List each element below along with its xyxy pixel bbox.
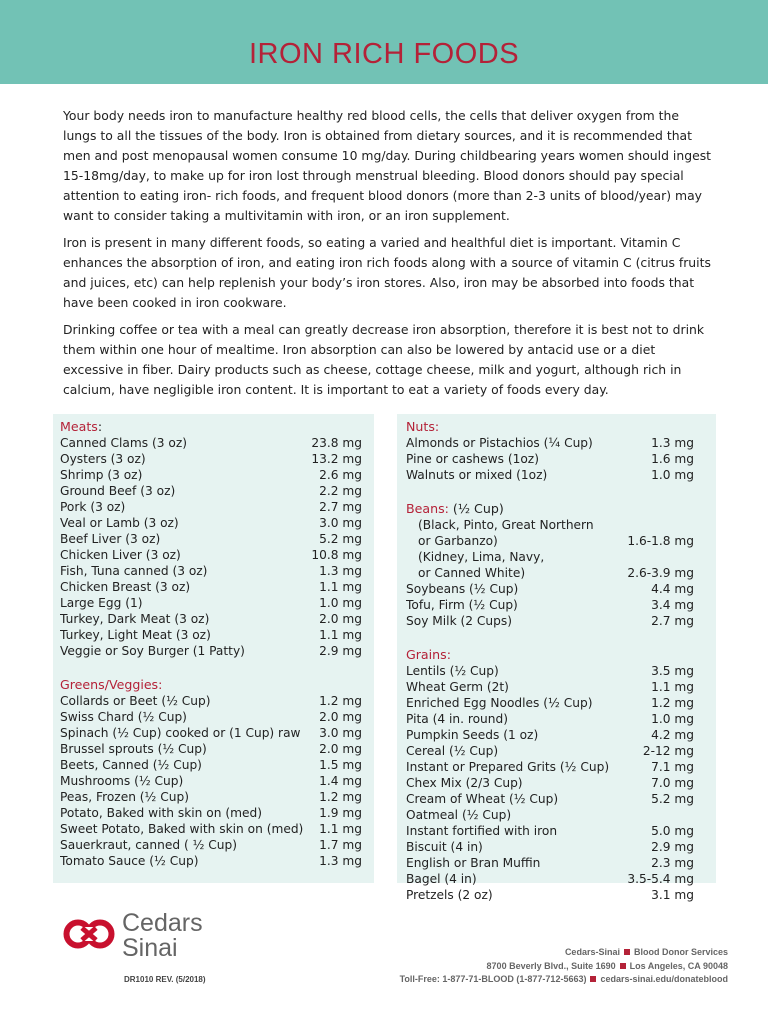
iron-amount: 1.7 mg — [319, 838, 362, 852]
iron-amount: 1.2 mg — [651, 696, 694, 710]
food-item — [60, 435, 362, 451]
iron-amount: 1.2 mg — [319, 694, 362, 708]
meats-list — [60, 435, 362, 659]
document-id: DR1010 REV. (5/2018) — [124, 975, 206, 984]
section-heading-nuts: Nuts: — [406, 419, 440, 434]
food-item — [60, 757, 362, 773]
iron-amount: 1.1 mg — [651, 680, 694, 694]
iron-amount: 1.1 mg — [319, 628, 362, 642]
food-item — [60, 515, 362, 531]
food-item — [60, 693, 362, 709]
iron-amount: 1.3 mg — [651, 436, 694, 450]
food-name: Beef Liver (3 oz) — [60, 532, 161, 546]
iron-amount: 5.2 mg — [651, 792, 694, 806]
food-item — [406, 597, 694, 613]
separator-square-icon — [620, 963, 626, 969]
intro-paragraph: Iron is present in many different foods, so eating a varied and healthful diet is important. Vitamin C enhances the absorption of iron, and eating iron rich foods along with a source of vitamin C (citrus fruits and juices, etc) can help replenish your body’s iron stores. Also, iron may be absorbed into foods that have been cooked in iron cookware. — [63, 235, 711, 310]
food-name: (Black, Pinto, Great Northern — [418, 518, 594, 532]
food-item — [60, 451, 362, 467]
left-food-column — [60, 417, 362, 869]
food-item — [60, 627, 362, 643]
food-name: Soy Milk (2 Cups) — [406, 614, 512, 628]
food-item — [60, 853, 362, 869]
page-title: IRON RICH FOODS — [248, 38, 520, 70]
food-name: Swiss Chard (½ Cup) — [60, 710, 187, 724]
food-item — [406, 581, 694, 597]
iron-amount: 3.0 mg — [319, 726, 362, 740]
food-item — [60, 531, 362, 547]
iron-amount: 7.1 mg — [651, 760, 694, 774]
food-name: Tomato Sauce (½ Cup) — [60, 854, 199, 868]
food-item — [60, 643, 362, 659]
food-item — [406, 855, 694, 871]
food-name: Turkey, Light Meat (3 oz) — [60, 628, 211, 642]
food-name: Shrimp (3 oz) — [60, 468, 143, 482]
beans-list — [406, 517, 694, 629]
iron-amount: 1.3 mg — [319, 854, 362, 868]
iron-amount: 23.8 mg — [311, 436, 362, 450]
food-name: Bagel (4 in) — [406, 872, 477, 886]
food-name: Cereal (½ Cup) — [406, 744, 499, 758]
iron-amount: 2.7 mg — [319, 500, 362, 514]
section-heading-grains: Grains: — [406, 647, 451, 662]
food-name: Collards or Beet (½ Cup) — [60, 694, 211, 708]
food-name: Enriched Egg Noodles (½ Cup) — [406, 696, 593, 710]
food-item — [60, 709, 362, 725]
food-item — [406, 695, 694, 711]
iron-amount: 1.2 mg — [319, 790, 362, 804]
iron-amount: 1.4 mg — [319, 774, 362, 788]
food-name: Almonds or Pistachios (¼ Cup) — [406, 436, 593, 450]
iron-amount: 1.5 mg — [319, 758, 362, 772]
iron-amount: 1.6-1.8 mg — [627, 534, 694, 548]
food-name: Chicken Liver (3 oz) — [60, 548, 181, 562]
food-name: Fish, Tuna canned (3 oz) — [60, 564, 208, 578]
food-name: Canned Clams (3 oz) — [60, 436, 187, 450]
iron-amount: 3.5 mg — [651, 664, 694, 678]
iron-amount: 5.2 mg — [319, 532, 362, 546]
section-heading-meats: Meats: — [60, 419, 103, 434]
nuts-list — [406, 435, 694, 483]
food-name: Walnuts or mixed (1oz) — [406, 468, 548, 482]
food-name: Oysters (3 oz) — [60, 452, 146, 466]
food-item — [406, 613, 694, 629]
food-item — [406, 775, 694, 791]
food-name: Pine or cashews (1oz) — [406, 452, 539, 466]
food-item — [60, 499, 362, 515]
separator-square-icon — [590, 976, 596, 982]
food-name: English or Bran Muffin — [406, 856, 541, 870]
food-name: Mushrooms (½ Cup) — [60, 774, 184, 788]
food-name: Sweet Potato, Baked with skin on (med) — [60, 822, 304, 836]
section-heading-greens: Greens/Veggies: — [60, 677, 163, 692]
iron-amount: 13.2 mg — [311, 452, 362, 466]
food-item — [60, 741, 362, 757]
food-name: or Canned White) — [418, 566, 526, 580]
intro-paragraph: Your body needs iron to manufacture healthy red blood cells, the cells that deliver oxygen from the lungs to all the tissues of the body. Iron is obtained from dietary sources, and it is recommended that men and post menopausal women consume 10 mg/day. During childbearing years women should ingest 15-18mg/day, to make up for iron lost through menstrual bleeding. Blood donors should pay special attention to eating iron- rich foods, and frequent blood donors (more than 2-3 units of blood/year) may want to consider taking a multivitamin with iron, or an iron supplement. — [63, 108, 712, 223]
food-name: Oatmeal (½ Cup) — [406, 808, 512, 822]
food-name: or Garbanzo) — [418, 534, 498, 548]
food-name: Wheat Germ (2t) — [406, 680, 509, 694]
food-item — [60, 547, 362, 563]
separator-square-icon — [624, 949, 630, 955]
iron-amount: 4.4 mg — [651, 582, 694, 596]
iron-amount: 3.1 mg — [651, 888, 694, 902]
iron-amount: 3.4 mg — [651, 598, 694, 612]
iron-amount: 3.5-5.4 mg — [627, 872, 694, 886]
iron-amount: 5.0 mg — [651, 824, 694, 838]
food-item — [60, 467, 362, 483]
iron-amount: 2-12 mg — [642, 744, 694, 758]
food-name: Biscuit (4 in) — [406, 840, 483, 854]
food-item — [60, 789, 362, 805]
food-item — [406, 435, 694, 451]
food-name: Instant fortified with iron — [406, 824, 558, 838]
iron-amount: 2.6-3.9 mg — [627, 566, 694, 580]
food-item — [60, 805, 362, 821]
food-item — [406, 727, 694, 743]
food-name: Veal or Lamb (3 oz) — [60, 516, 179, 530]
food-item — [406, 533, 694, 549]
food-item — [60, 563, 362, 579]
iron-amount: 2.9 mg — [319, 644, 362, 658]
food-item — [406, 887, 694, 903]
food-item — [60, 611, 362, 627]
iron-amount: 2.3 mg — [651, 856, 694, 870]
food-name: Turkey, Dark Meat (3 oz) — [60, 612, 210, 626]
contact-line-2: 8700 Beverly Blvd., Suite 1690 Los Angeles, CA 90048 — [486, 960, 728, 971]
iron-amount: 1.0 mg — [651, 468, 694, 482]
brand-wordmark: Cedars Sinai — [122, 909, 203, 962]
intro-text — [63, 106, 713, 407]
iron-amount: 7.0 mg — [651, 776, 694, 790]
greens-list — [60, 693, 362, 869]
food-name: Beets, Canned (½ Cup) — [60, 758, 202, 772]
grains-list — [406, 663, 694, 903]
iron-amount: 1.1 mg — [319, 822, 362, 836]
iron-amount: 1.9 mg — [319, 806, 362, 820]
food-item — [60, 773, 362, 789]
food-name: Potato, Baked with skin on (med) — [60, 806, 262, 820]
food-name: Spinach (½ Cup) cooked or (1 Cup) raw — [60, 726, 301, 740]
food-item — [406, 549, 694, 565]
food-name: Peas, Frozen (½ Cup) — [60, 790, 189, 804]
food-item — [406, 565, 694, 581]
food-name: Pita (4 in. round) — [406, 712, 508, 726]
food-item — [406, 451, 694, 467]
food-name: Instant or Prepared Grits (½ Cup) — [406, 760, 610, 774]
food-name: Chex Mix (2/3 Cup) — [406, 776, 523, 790]
iron-amount: 10.8 mg — [311, 548, 362, 562]
food-name: Large Egg (1) — [60, 596, 143, 610]
iron-amount: 3.0 mg — [319, 516, 362, 530]
food-name: Cream of Wheat (½ Cup) — [406, 792, 559, 806]
iron-amount: 2.0 mg — [319, 710, 362, 724]
food-item — [406, 663, 694, 679]
food-item — [60, 725, 362, 741]
iron-amount: 2.0 mg — [319, 612, 362, 626]
food-item — [406, 679, 694, 695]
food-name: Sauerkraut, canned ( ½ Cup) — [60, 838, 237, 852]
food-name: Brussel sprouts (½ Cup) — [60, 742, 207, 756]
food-name: Lentils (½ Cup) — [406, 664, 499, 678]
contact-block — [308, 946, 728, 987]
food-name: Chicken Breast (3 oz) — [60, 580, 191, 594]
food-item — [406, 711, 694, 727]
food-item — [60, 483, 362, 499]
food-name: Veggie or Soy Burger (1 Patty) — [60, 644, 245, 658]
food-name: Pretzels (2 oz) — [406, 888, 493, 902]
section-heading-beans: Beans: (½ Cup) — [406, 501, 504, 516]
food-item — [406, 743, 694, 759]
food-name: Tofu, Firm (½ Cup) — [406, 598, 518, 612]
iron-amount: 1.0 mg — [651, 712, 694, 726]
food-item — [60, 595, 362, 611]
intro-paragraph: Drinking coffee or tea with a meal can greatly decrease iron absorption, therefore it is best not to drink them within one hour of mealtime. Iron absorption can also be lowered by antacid use or a diet excessive in fiber. Dairy products such as cheese, cottage cheese, milk and yogurt, although rich in calcium, have negligible iron content. It is important to eat a variety of foods every day. — [63, 322, 705, 397]
iron-amount: 1.1 mg — [319, 580, 362, 594]
iron-amount: 4.2 mg — [651, 728, 694, 742]
food-item — [406, 839, 694, 855]
food-item — [406, 759, 694, 775]
food-item — [60, 579, 362, 595]
contact-line-3: Toll-Free: 1-877-71-BLOOD (1-877-712-5663) cedars-sinai.edu/donateblood — [399, 974, 728, 984]
iron-amount: 2.0 mg — [319, 742, 362, 756]
food-name: Ground Beef (3 oz) — [60, 484, 176, 498]
food-item — [60, 837, 362, 853]
food-name: Pork (3 oz) — [60, 500, 126, 514]
iron-amount: 1.6 mg — [651, 452, 694, 466]
iron-amount: 2.2 mg — [319, 484, 362, 498]
iron-amount: 2.9 mg — [651, 840, 694, 854]
food-name: (Kidney, Lima, Navy, — [418, 550, 545, 564]
food-item — [406, 791, 694, 807]
food-item — [406, 467, 694, 483]
food-item — [406, 517, 694, 533]
iron-amount: 2.6 mg — [319, 468, 362, 482]
food-item — [406, 823, 694, 839]
food-item — [406, 871, 694, 887]
iron-amount: 1.0 mg — [319, 596, 362, 610]
iron-amount: 1.3 mg — [319, 564, 362, 578]
food-item — [60, 821, 362, 837]
iron-amount: 2.7 mg — [651, 614, 694, 628]
food-name: Pumpkin Seeds (1 oz) — [406, 728, 539, 742]
contact-line-1: Cedars-Sinai Blood Donor Services — [564, 947, 728, 957]
food-name: Soybeans (½ Cup) — [406, 582, 519, 596]
right-food-column — [406, 417, 694, 903]
food-item — [406, 807, 694, 823]
